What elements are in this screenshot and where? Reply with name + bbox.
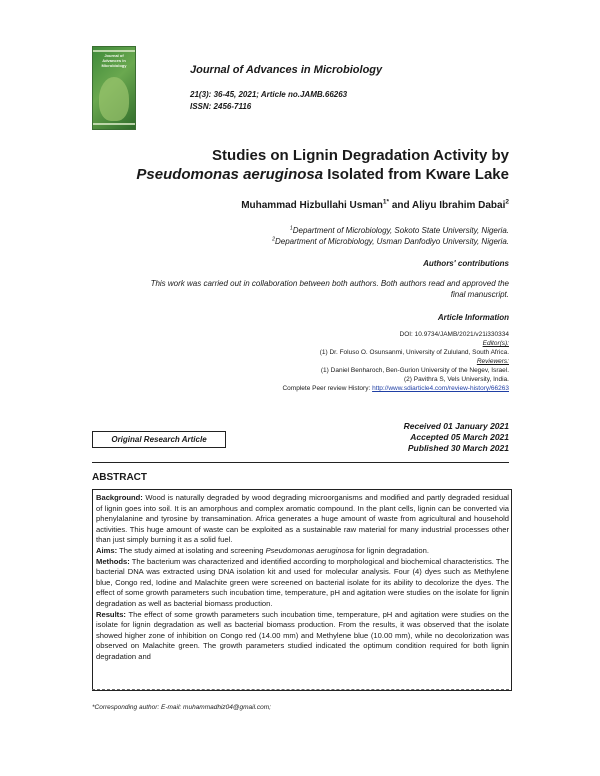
abstract-results bbox=[96, 610, 509, 663]
abstract-methods bbox=[96, 557, 509, 610]
reviewer-2: (2) Pavithra S, Vels University, India. bbox=[403, 376, 509, 383]
date-accepted: Accepted 05 March 2021 bbox=[410, 432, 509, 442]
abstract-box bbox=[92, 489, 512, 691]
title-rest: Isolated from Kware Lake bbox=[323, 166, 509, 183]
affiliation-2-text: Department of Microbiology, Usman Danfodiyo University, Nigeria. bbox=[274, 237, 509, 246]
article-doi: DOI: 10.9734/JAMB/2021/v21i330334 bbox=[399, 331, 509, 338]
affiliation-1 bbox=[290, 226, 509, 235]
journal-name: Journal of Advances in Microbiology bbox=[190, 64, 383, 76]
journal-issn: ISSN: 2456-7116 bbox=[190, 102, 252, 111]
editors-label: Editor(s): bbox=[482, 340, 509, 347]
aims-text-post: for lignin degradation. bbox=[353, 545, 429, 555]
results-text: The effect of some growth parameters such incubation time, temperature, pH and agitation were studies on the isolate for lignin degradation as well as bacterial biomass production. From the results, it was observed that the isolate showed higher zone of inhibition on Congo red (14.00 mm) and Methylene blue (10.00 mm), while no decolorization was observed on Malachite green. The growth parameters studied indicated the optimum condition required for both lignin degradation and bbox=[96, 609, 509, 661]
author-2-sup: 2 bbox=[505, 198, 509, 206]
aims-text-pre: The study aimed at isolating and screening bbox=[117, 545, 266, 555]
reviewers-label: Reviewers: bbox=[476, 358, 509, 365]
review-history-link[interactable]: http://www.sdiarticle4.com/review-history/66263 bbox=[372, 385, 509, 392]
contributions-heading: Authors' contributions bbox=[423, 259, 509, 268]
reviewer-1: (1) Daniel Benharoch, Ben-Gurion University of the Negev, Israel. bbox=[320, 367, 509, 374]
date-received: Received 01 January 2021 bbox=[403, 421, 509, 431]
abstract-heading: ABSTRACT bbox=[92, 472, 147, 483]
affiliation-1-text: Department of Microbiology, Sokoto State University, Nigeria. bbox=[292, 226, 509, 235]
contributions-line-1: This work was carried out in collaboration between both authors. Both authors read and approved the bbox=[150, 279, 509, 288]
title-line-2 bbox=[136, 165, 509, 184]
background-label: Background: bbox=[96, 493, 143, 502]
author-and: and bbox=[389, 200, 413, 211]
methods-label: Methods: bbox=[96, 556, 130, 566]
corresponding-author-footnote: *Corresponding author: E-mail: muhammadhiz04@gmail.com; bbox=[92, 704, 271, 711]
abstract-background bbox=[96, 493, 509, 546]
cover-text: Journal of Advances in Microbiology bbox=[101, 53, 127, 68]
paper-title bbox=[136, 146, 509, 184]
footnote-divider bbox=[92, 689, 509, 690]
abstract-aims bbox=[96, 546, 509, 557]
article-info-heading: Article Information bbox=[437, 313, 509, 322]
affiliation-1-sup: 1 bbox=[289, 225, 293, 232]
affiliation-2 bbox=[272, 237, 509, 246]
section-divider bbox=[92, 462, 509, 463]
methods-text: The bacterium was characterized and identified according to morphological and biochemical characteristics. The bacterial DNA was extracted using DNA isolation kit and used for molecular analysis. Four (4) dyes such as Methylene blue, Congo red, Iodine and Malachite green were screened on bacterial isolate for its ability to decolorize the dyes. The effect of some growth parameters such incubation time, temperature, pH and agitation were studies on the isolate for lignin degradation as well as bacterial biomass production. bbox=[96, 556, 509, 608]
title-line-1: Studies on Lignin Degradation Activity by bbox=[212, 147, 509, 164]
author-2: Aliyu Ibrahim Dabai bbox=[412, 200, 506, 211]
results-label: Results: bbox=[96, 609, 126, 619]
article-type-badge: Original Research Article bbox=[92, 431, 226, 448]
editor-1: (1) Dr. Foluso O. Osunsanmi, University of Zululand, South Africa. bbox=[319, 349, 509, 356]
contributions-text bbox=[92, 278, 509, 300]
aims-species: Pseudomonas aeruginosa bbox=[265, 545, 354, 555]
aims-label: Aims: bbox=[96, 545, 118, 555]
affiliation-2-sup: 2 bbox=[272, 236, 275, 243]
review-history-label: Complete Peer review History: bbox=[282, 385, 373, 392]
date-published: Published 30 March 2021 bbox=[407, 443, 509, 453]
background-text: Wood is naturally degraded by wood degrading microorganisms and modified and partly degraded residual of lignin goes into soil. It is an amorphous and complex aromatic compound. In the plant cells, lignin can be converted via phenylalanine and tyrosine by transamination. Africa generates a huge amount of waste from agricultural and household activities. This huge amount of waste can be exploited as a sustainable raw material for many industrial processes other than just simply burning it as a solid fuel. bbox=[96, 493, 509, 545]
author-1-sup: 1* bbox=[382, 198, 390, 206]
journal-cover-image bbox=[92, 46, 136, 130]
review-history bbox=[282, 385, 509, 392]
contributions-line-2: final manuscript. bbox=[450, 290, 509, 299]
title-species: Pseudomonas aeruginosa bbox=[136, 166, 324, 183]
journal-volume: 21(3): 36-45, 2021; Article no.JAMB.66263 bbox=[190, 90, 348, 99]
author-list bbox=[241, 200, 509, 211]
author-1: Muhammad Hizbullahi Usman bbox=[241, 200, 383, 211]
